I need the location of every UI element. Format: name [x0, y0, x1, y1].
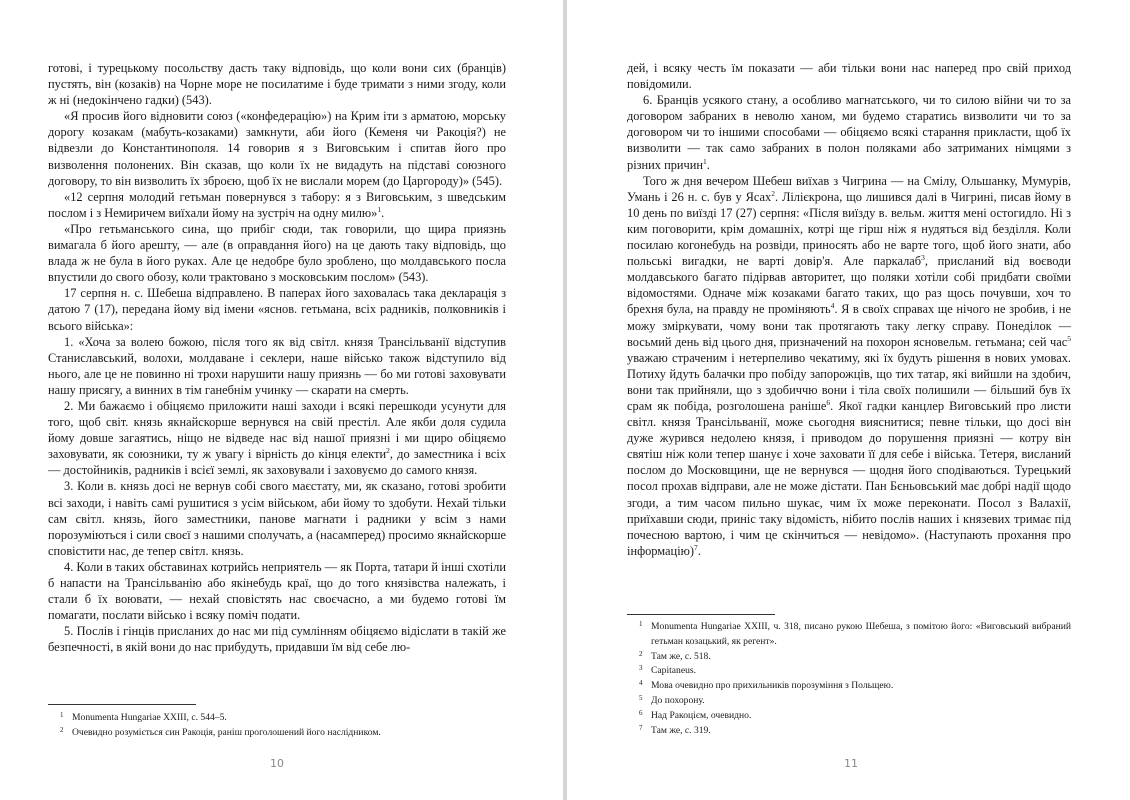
footnote-number: 2 [60, 725, 64, 734]
text-run: уважаю страченим і нетерпеливо чекатиму, які їх будуть рішення в нових умовах. Потиху йдуть балачки про побіду запорожців, що тих татар, які вийшли на здобич, вони так прийняли, що з здобиччю вони і тіла своїх полишили — більший був їх срам як побіда, розголошена раніше [627, 350, 1071, 413]
footnote-number: 1 [639, 620, 643, 628]
footnote-number: 3 [639, 664, 643, 673]
footnote-text: Capitaneus. [651, 665, 697, 677]
footnote-ref: 1 [377, 204, 382, 214]
footnote [627, 694, 1071, 709]
paragraph [627, 92, 1071, 172]
text-run: 2. Ми бажаємо і обіцяємо приложити наші заходи і всякі перешкоди усунути для того, щоб світ. князь якнайскорше вернувся на свій престіл. Але якби доля судила йому довше загаятись, нiщо не відведе нас від нашої приязні і ми щиро обіцяємо заховувати, як союзники, ту ж увагу і вірність до кінця електи [48, 398, 506, 462]
footnote [627, 679, 1071, 694]
right-body-text [627, 60, 1071, 559]
footnote [48, 726, 506, 741]
paragraph [48, 189, 506, 221]
text-run: «Я просив його відновити союз («конфедерацію») на Крим іти з арматою, морську дорогу козакам (мабуть-козаками) замкнути, аби його (Кеменя чи Ракоція?) не відвезли до Константинополя. 14 говорив я з Виговським і спитав його про визволення полонених. Він сказав, що коли їх не видадуть на підставі союзного договору, то він визволить їх зброєю, щоб їх не вислали морем (до Царгороду)» (545). [48, 109, 506, 188]
footnote-text: Monumenta Hungariae XXIII, с. 544–5. [72, 712, 227, 723]
footnote-ref: 2 [386, 446, 390, 456]
footnote-text: Там же, с. 319. [651, 724, 711, 736]
right-page [567, 0, 1130, 800]
text-run: «Про гетьманського сина, що прибіг сюди, так говорили, що щира приязнь вимагала б його арешту, — але (в оправдання його) на це дають таку відповідь, що влада ж не була в його руках. Але це недобре було зроблено, що молдавського посла впустили до свого обозу, коли трактовано з московським послом» (543). [48, 221, 506, 285]
text-run: 4. Коли в таких обставинах котрийсь неприятель — як Порта, татари й інші схотіли б напасти на Трансільванію або якінебудь краї, що до того князівства належать, і стали б їх воювати, — нехай сповістять нас своєчасно, а ми будемо готові їм помагати, послати військо і всяку поміч подати. [48, 559, 506, 623]
text-run: 17 серпня н. с. Шебеша відправлено. В паперах його заховалась така декларація з датою 7 (17), передана йому від імени «яснов. гетьмана, всіх радників, полковників і всього війська»: [48, 286, 506, 333]
text-run: дей, і всяку честь їм показати — аби тільки вони нас наперед про свій приход повідомили. [627, 61, 1071, 92]
text-run: . [697, 543, 701, 558]
text-run: . Я в своїх справах ще нічого не зробив, і не можу змiркувати, чому вони так протягають таку легку справу. Понеділок — восьмий день від цього дня, призначений на похорон ясновельм. гетьмана; сей час [627, 302, 1071, 349]
footnote-text: Мова очевидно про прихильників порозуміння з Польщею. [651, 680, 894, 692]
footnote-divider [48, 704, 196, 705]
left-page [0, 0, 563, 800]
right-footnotes [627, 620, 1071, 738]
paragraph [48, 623, 506, 655]
footnote-text: Над Ракоцієм, очевидно. [651, 709, 752, 721]
footnote-ref: 5 [1067, 333, 1071, 343]
paragraph [48, 108, 506, 188]
paragraph [48, 285, 506, 333]
text-run: 3. Коли в. князь досі не вернув собі свого маєстату, ми, як сказано, готові зробити всі заходи, і навіть самі рушитися з усім військом, аби йому то здобути. Нехай тільки сам світл. князь, його заместники, панове магнати і радники у всім з нами порозуміються і сили своєї з нашими сполучать, а (насамперед) просимо якнайскорше сповістити нас, де тепер світл. князь. [48, 479, 506, 558]
footnote [627, 724, 1071, 739]
footnote-text: Очевидно розуміється син Ракоція, раніш проголошений його наслідником. [72, 726, 381, 738]
text-run: . [381, 205, 385, 220]
footnote-ref: 7 [694, 542, 698, 552]
footnote-ref: 1 [703, 156, 707, 166]
footnote [627, 650, 1071, 665]
text-run: Того ж дня вечером Шебеш виїхав з Чигрина — на Смілу, Ольшанку, Мумурів, Умань і 26 н. с. був у Ясах [627, 173, 1071, 204]
footnote [627, 620, 1071, 650]
footnote-number: 7 [639, 723, 643, 732]
page-number: 10 [270, 757, 284, 770]
text-run: 1. «Хоча за волею божою, після того як від світл. князя Трансільванії відступив Станиславський, волохи, молдаване і секлери, наше військо також відступило від нього, але це не повинно ні трохи нарушити нашу приязнь — бо ми готові заховувати нашу присягу, а винних в тім ганебнім учинку — скарати на смерть. [48, 334, 506, 397]
footnote-ref: 6 [826, 397, 831, 407]
footnote-number: 5 [639, 693, 643, 702]
paragraph [48, 60, 506, 108]
footnote-number: 1 [60, 711, 64, 719]
footnote [627, 664, 1071, 679]
paragraph [48, 398, 506, 478]
text-run: , до заместника і всіх — достойників, радників і всієї землі, як заховували і заховуємо до самого князя. [48, 447, 506, 478]
paragraph [48, 478, 506, 558]
left-body-text [48, 60, 506, 655]
footnote-ref: 2 [771, 188, 775, 198]
paragraph [48, 334, 506, 398]
footnote-text: Там же, с. 518. [651, 650, 711, 662]
text-run: , присланий від воєводи молдавського багато підірвав авторитет, що поляки хотіли собі придбати своїми відомостями. Одначе між козаками багато таких, що раз щось почувши, хоч то брехня була, на правду не проміняють [627, 254, 1071, 317]
paragraph [627, 173, 1071, 559]
text-run: . Лілієкрона, що лишився далі в Чигрині, писав йому в 10 день по виїзді 17 (27) серпня: «Після виїзду в. вельм. життя мені остогидло. Ні з ким поговорити, крім домашніх, котрі ще гірш ніж я нудяться від безділля. Коли посилаю когонебудь на розвіди, приносять або не варте того, щоб його знати, або польські вигадки, не варті довір'я. Але паркалаб [627, 189, 1071, 269]
footnote-divider [627, 614, 775, 615]
text-run: «12 серпня молодий гетьман повернувся з табору: я з Виговським, з шведським послом і з Немиричем виїхали йому на зустріч на одну милю» [48, 189, 506, 220]
text-run: . [706, 157, 710, 172]
paragraph [627, 60, 1071, 92]
footnote [627, 709, 1071, 724]
footnote-number: 2 [639, 649, 643, 658]
text-run: готові, і турецькому посольству дасть таку відповідь, що коли вони сих (бранців) пустять, він (козаків) на Чорне море не посилатиме і буде тримати з ними згоду, коли ж ні (недокінчено гадки) (543). [48, 61, 506, 108]
footnote-number: 4 [639, 679, 643, 688]
text-run: 6. Бранців усякого стану, а особливо магнатського, чи то силою війни чи то за договором забраних в неволю ханом, ми будемо старатись визволити чи то за договором чи то іншими способами — обіцяємо всякі старання прикласти, щоб їх визволити — так само забраних в полон поляками або затриманих німцями з різних причин [627, 93, 1071, 172]
footnote-text: Monumenta Hungariae XXIII, ч. 318, писано рукою Шебеша, з помітою його: «Виговський вибраний гетьман козацький, як регент». [651, 621, 1071, 647]
paragraph [48, 559, 506, 623]
footnote-text: До похорону. [651, 694, 705, 706]
left-footnotes [48, 711, 506, 741]
footnote [48, 711, 506, 726]
page-number: 11 [844, 757, 858, 770]
footnote-ref: 3 [921, 253, 925, 262]
text-run: . Якої гадки канцлер Виговський про листи світл. князя Трансільванії, може сьогодня вияснитися; певне тільки, що досі він дуже журився недолею князя, і приводом до порушення приязні — котру він святіш ніж коли тепер шанує і хоче заховати її для себе і війська. Тетеря, висланий послом до Московщини, ще не вернувся — щодня його сподіваються. Турецький посол прохав відправи, але не може дістати. Пан Бєньовський має добрі надії щодо згоди, а тим часом пильно шукає, чим їх може переконати. Посол з Валахії, приїхавши сюди, приніс таку відомість, нібито послів наших і князевих тримає під почесною вартою, і чим це скінчиться — невідомо». (Наступають прохання про інформацію) [627, 398, 1071, 558]
text-run: 5. Послів і гінців присланих до нас ми під сумлінням обіцяємо відіслати в такій же безпечності, в якій вони до нас прибудуть, придавши їм від себе лю- [48, 624, 506, 655]
footnote-number: 6 [639, 708, 643, 717]
paragraph [48, 221, 506, 285]
footnote-ref: 4 [830, 301, 835, 311]
